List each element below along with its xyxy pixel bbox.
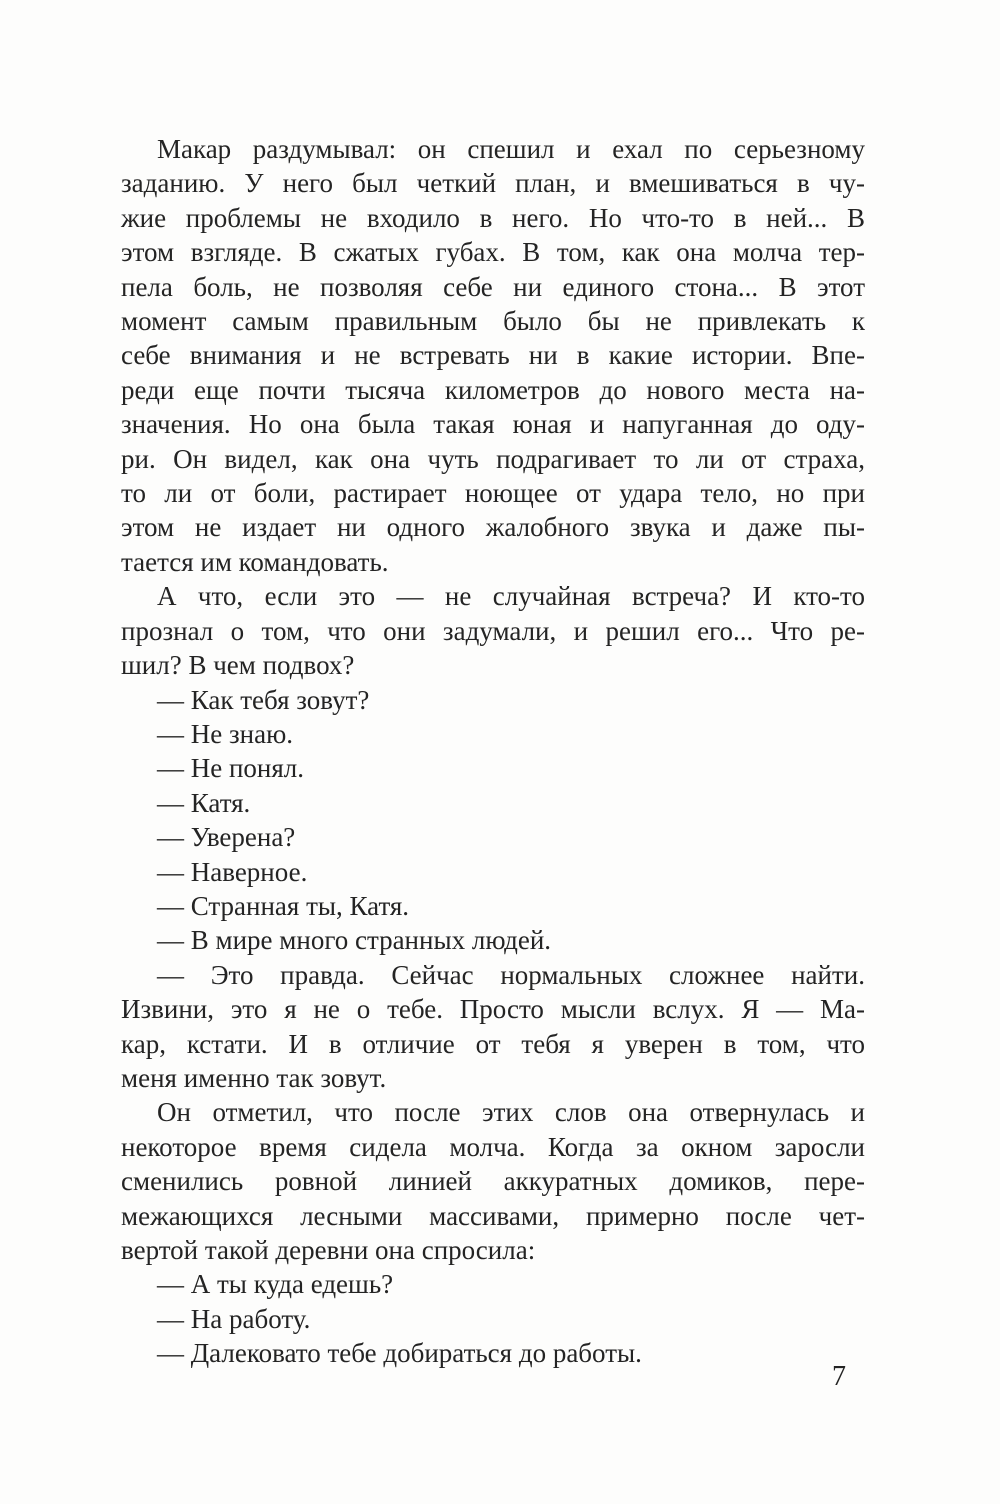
text-line: — Не понял. (157, 753, 305, 784)
paragraph (121, 820, 865, 854)
text-line: тается им командовать. (121, 546, 389, 577)
text-line: — Это правда. Сейчас нормальных сложнее найти. (157, 959, 865, 990)
text-line: этом не издает ни одного жалобного звука и даже пы- (121, 512, 865, 543)
text-line: жие проблемы не входило в него. Но что-то в ней... В (121, 202, 865, 233)
paragraph (121, 1302, 865, 1336)
text-line: — Уверена? (157, 822, 296, 853)
text-line: — На работу. (157, 1303, 311, 1334)
text-block (121, 132, 865, 1371)
page-number-value: 7 (832, 1361, 846, 1392)
paragraph (121, 786, 865, 820)
text-line: — А ты куда едешь? (157, 1269, 394, 1300)
text-line: Извини, это я не о тебе. Просто мысли вслух. Я — Ма- (121, 994, 865, 1025)
text-line: — Как тебя зовут? (157, 684, 370, 715)
text-line: кар, кстати. И в отличие от тебя я уверен в том, что (121, 1028, 865, 1059)
paragraph (121, 1095, 865, 1267)
text-line: ри. Он видел, как она чуть подрагивает то ли от страха, (121, 443, 865, 474)
paragraph (121, 1267, 865, 1301)
paragraph (121, 579, 865, 682)
paragraph (121, 751, 865, 785)
text-line: некоторое время сидела молча. Когда за окном заросли (121, 1131, 865, 1162)
text-line: Макар раздумывал: он спешил и ехал по серьезному (157, 134, 865, 164)
text-line: Он отметил, что после этих слов она отвернулась и (157, 1097, 865, 1128)
text-line: вертой такой деревни она спросила: (121, 1235, 536, 1265)
text-line: значения. Но она была такая юная и напуганная до оду- (121, 409, 865, 440)
text-line: сменились ровной линией аккуратных домиков, пере- (121, 1166, 865, 1197)
text-line: момент самым правильным было бы не привлекать к (121, 306, 865, 337)
text-line: — В мире много странных людей. (157, 925, 552, 956)
text-line: заданию. У него был четкий план, и вмешиваться в чу- (121, 168, 865, 199)
paragraph (121, 923, 865, 957)
paragraph (121, 132, 865, 579)
text-line: — Наверное. (157, 856, 308, 887)
text-line: шил? В чем подвох? (121, 650, 355, 681)
text-line: прознал о том, что они задумали, и решил его... Что ре- (121, 615, 865, 646)
text-line: — Странная ты, Катя. (157, 890, 410, 921)
text-line: меня именно так зовут. (121, 1062, 387, 1093)
text-line: то ли от боли, растирает ноющее от удара тело, но при (121, 478, 865, 509)
text-line: — Катя. (157, 787, 251, 818)
paragraph (121, 855, 865, 889)
text-line: пела боль, не позволяя себе ни единого стона... В этот (121, 271, 865, 302)
text-line: А что, если это — не случайная встреча? И кто-то (157, 581, 865, 612)
text-line: себе внимания и не встревать ни в какие истории. Впе- (121, 340, 865, 371)
paragraph (121, 958, 865, 1096)
paragraph (121, 889, 865, 923)
text-line: межающихся лесными массивами, примерно после чет- (121, 1200, 865, 1231)
page-number (121, 1360, 865, 1394)
text-line: реди еще почти тысяча километров до нового места на- (121, 374, 865, 405)
text-line: этом взгляде. В сжатых губах. В том, как она молча тер- (121, 237, 865, 268)
text-line: — Далековато тебе добираться до работы. (157, 1338, 642, 1369)
paragraph (121, 717, 865, 751)
text-line: — Не знаю. (157, 718, 294, 749)
paragraph (121, 683, 865, 717)
